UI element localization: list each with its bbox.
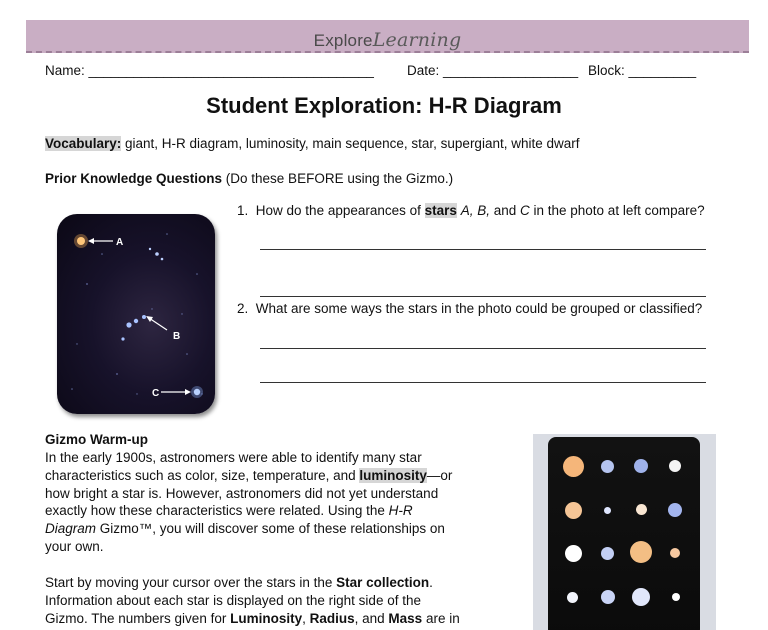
warmup-p2-line-2: Information about each star is displayed on the right side of the	[45, 592, 421, 608]
warmup-p1-line-4b: H-R	[388, 503, 413, 519]
warmup-p1-line-4a: exactly how these characteristics were related. Using the	[45, 503, 389, 519]
star-b-1	[126, 322, 131, 327]
warmup-p2-line-3g: are in	[422, 610, 460, 626]
header-band	[26, 20, 749, 53]
warmup-mass-bold: Mass	[388, 610, 423, 626]
answer-line-2b[interactable]	[260, 382, 706, 383]
warmup-p1-line-5b: Gizmo™, you will discover some of these relationships on	[96, 521, 445, 537]
warmup-paragraph-2	[45, 574, 460, 627]
warmup-p2-line-3c: ,	[302, 610, 310, 626]
prior-knowledge-note: (Do these BEFORE using the Gizmo.)	[222, 171, 454, 186]
star-dot	[604, 507, 611, 514]
warmup-star-collection-term: Star collection	[336, 575, 430, 590]
star-dot	[672, 593, 680, 601]
warmup-p2-line-3a: Gizmo. The numbers given for	[45, 610, 231, 626]
star-dot	[632, 588, 650, 606]
warmup-p1-line-4	[45, 502, 452, 520]
warmup-paragraph-1	[45, 449, 452, 556]
warmup-p1-line-2	[45, 467, 452, 485]
question-2	[237, 301, 702, 316]
star-dot	[634, 459, 648, 473]
warmup-p2-line-1c: .	[429, 575, 433, 590]
vocabulary-terms: giant, H-R diagram, luminosity, main sequence, star, supergiant, white dwarf	[121, 136, 580, 151]
question-1-text-b: and	[489, 203, 520, 218]
block-line[interactable]: _________	[628, 63, 697, 78]
question-1-keyword: stars	[424, 203, 457, 218]
star-dot	[630, 541, 652, 563]
star-dot	[563, 456, 584, 477]
vocabulary-line	[45, 136, 580, 151]
prior-knowledge-heading	[45, 171, 453, 186]
date-field	[407, 63, 578, 78]
star-collection-panel	[548, 437, 700, 630]
question-1	[237, 203, 705, 218]
question-2-number: 2.	[237, 301, 249, 316]
date-label: Date:	[407, 63, 440, 78]
label-c: C	[152, 388, 160, 399]
star-dot	[601, 460, 614, 473]
warmup-luminosity-term: luminosity	[359, 467, 427, 483]
warmup-p1-line-5a: Diagram	[45, 521, 97, 537]
label-a: A	[116, 237, 124, 248]
name-label: Name:	[45, 63, 85, 78]
question-1-text-c: in the photo at left compare?	[529, 203, 705, 218]
answer-line-1a[interactable]	[260, 249, 706, 250]
warmup-radius-bold: Radius	[309, 610, 355, 626]
warmup-p1-line-5	[45, 520, 452, 538]
vocabulary-label: Vocabulary:	[45, 136, 122, 151]
question-1-italic-c: C	[520, 203, 530, 218]
warmup-p2-line-3	[45, 610, 460, 628]
star-dot	[565, 545, 582, 562]
warmup-p2-line-1a: Start by moving your cursor over the stars in the	[45, 575, 337, 590]
warmup-p1-line-3: how bright a star is. However, astronomers did not yet understand	[45, 485, 439, 501]
star-dot	[668, 503, 682, 517]
star-photo	[57, 214, 215, 414]
star-dot	[670, 548, 680, 558]
answer-line-1b[interactable]	[260, 296, 706, 297]
name-line[interactable]: ______________________________________	[88, 63, 374, 78]
brand-part-2: Learning	[372, 29, 462, 51]
star-photo-graphic	[57, 214, 215, 414]
name-field	[45, 63, 374, 78]
warmup-p1-line-2c: —or	[426, 467, 453, 483]
star-dot	[567, 592, 578, 603]
question-2-text: What are some ways the stars in the photo could be grouped or classified?	[255, 301, 703, 316]
star-dot	[669, 460, 681, 472]
brand-logo	[26, 29, 749, 51]
date-line[interactable]: __________________	[443, 63, 579, 78]
star-dot	[601, 590, 615, 604]
warmup-p2-line-1	[45, 574, 460, 592]
question-1-italic: A, B,	[460, 203, 490, 218]
label-b: B	[173, 331, 181, 342]
warmup-p1-line-6: your own.	[45, 538, 104, 554]
warmup-p1-line-2a: characteristics such as color, size, temperature, and	[45, 467, 360, 483]
page-title: Student Exploration: H-R Diagram	[206, 93, 562, 118]
answer-line-2a[interactable]	[260, 348, 706, 349]
warmup-heading: Gizmo Warm-up	[45, 432, 148, 447]
block-label: Block:	[588, 63, 625, 78]
question-1-text-a: How do the appearances of	[255, 203, 425, 218]
warmup-luminosity-bold: Luminosity	[230, 610, 303, 626]
prior-knowledge-title: Prior Knowledge Questions	[45, 171, 223, 186]
star-dot	[601, 547, 614, 560]
block-field	[588, 63, 696, 78]
star-dot	[565, 502, 582, 519]
warmup-p2-line-3e: , and	[354, 610, 389, 626]
question-1-number: 1.	[237, 203, 249, 218]
warmup-p1-line-1: In the early 1900s, astronomers were able to identify many star	[45, 450, 422, 465]
gizmo-star-collection-image	[533, 434, 716, 630]
star-dot	[636, 504, 647, 515]
brand-part-1: Explore	[313, 31, 373, 50]
